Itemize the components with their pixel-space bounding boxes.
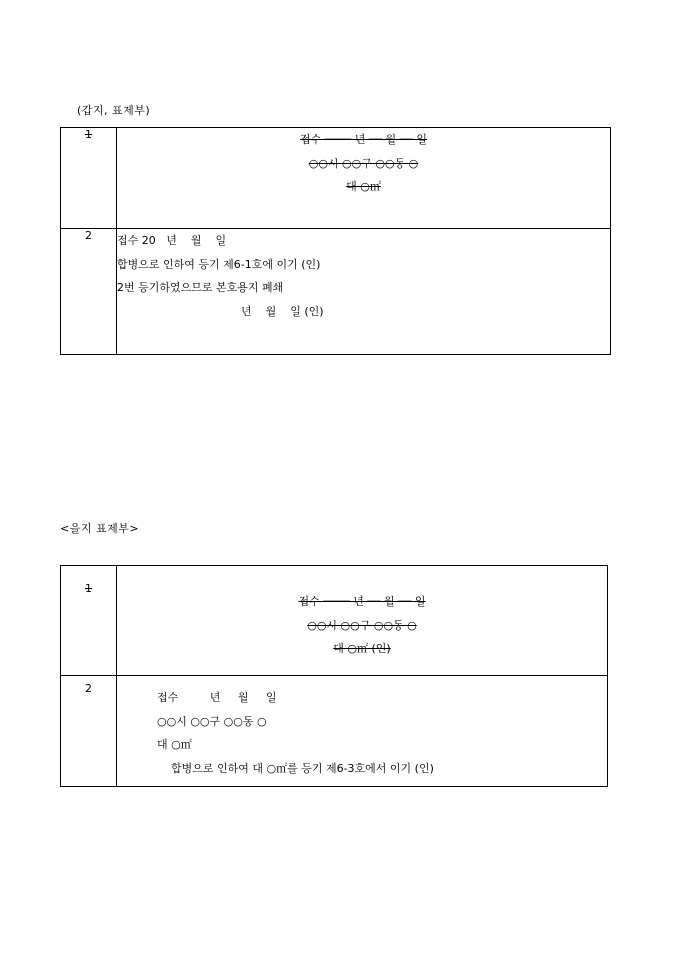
section1-register-table bbox=[60, 127, 611, 355]
row-content bbox=[117, 229, 611, 355]
table-row bbox=[61, 128, 611, 229]
row-content bbox=[117, 676, 608, 787]
entry-line: 년 월 일 (인) bbox=[241, 304, 324, 318]
row-number-text: 2 bbox=[85, 682, 92, 695]
row-number bbox=[61, 128, 117, 229]
row-number bbox=[61, 676, 117, 787]
entry-line: 접수 20 년 월 일 bbox=[117, 234, 227, 247]
section1-caption: (갑지, 표제부) bbox=[77, 104, 151, 117]
entry-line: ○○시 ○○구 ○○동 ○ bbox=[157, 714, 267, 728]
section2-caption: <을지 표제부> bbox=[60, 522, 140, 535]
entry-line: 합병으로 인하여 등기 제6-1호에 이기 (인) bbox=[117, 257, 321, 271]
entry-line: 합병으로 인하여 대 ○㎡를 등기 제6-3호에서 이기 (인) bbox=[171, 761, 434, 775]
row-number bbox=[61, 566, 117, 676]
entry-line: 대 ○㎡ bbox=[157, 738, 192, 751]
table-row bbox=[61, 566, 608, 676]
table-row bbox=[61, 676, 608, 787]
table-row bbox=[61, 229, 611, 355]
entry-line: 대 ○㎡ (인) bbox=[333, 642, 391, 655]
entry-line: ○○시 ○○구 ○○동 ○ bbox=[308, 156, 419, 170]
row-content bbox=[117, 566, 608, 676]
row-number-text: 2 bbox=[85, 229, 92, 242]
entry-line: 대 ○㎡ bbox=[346, 180, 381, 193]
entry-line: 접수 ──── 년 ── 월 ── 일 bbox=[298, 595, 426, 608]
row-number bbox=[61, 229, 117, 355]
entry-line: 접수 년 월 일 bbox=[157, 691, 277, 704]
row-content bbox=[117, 128, 611, 229]
section2-register-table bbox=[60, 565, 608, 787]
row-number-text: 1 bbox=[85, 582, 92, 595]
entry-line: 접수 ──── 년 ── 월 ── 일 bbox=[299, 133, 428, 146]
entry-line: ○○시 ○○구 ○○동 ○ bbox=[307, 618, 417, 632]
row-number-text: 1 bbox=[85, 128, 92, 141]
entry-line: 2번 등기하였으므로 본호용지 폐쇄 bbox=[117, 281, 284, 294]
